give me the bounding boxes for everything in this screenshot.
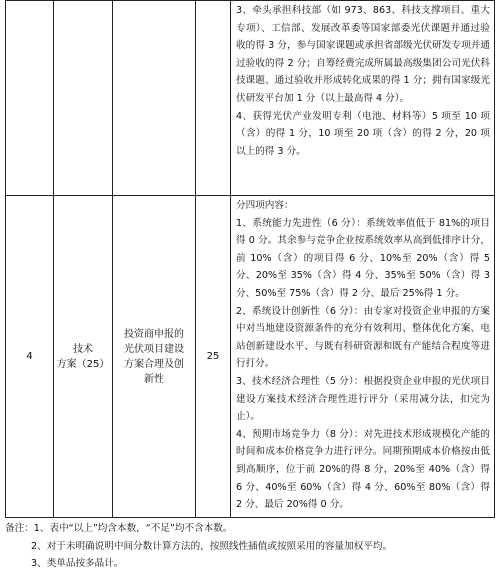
criteria-paragraph: 4、获得光伏产业发明专利（电池、材料等）5 项至 10 项（含）的得 1 分，10 项至 20 项（含）的得 2 分，20 项以上的得 3 分。 [236,110,490,157]
scoring-table [5,0,495,518]
notes-block [5,520,495,573]
cell-index-empty [6,1,54,196]
criteria-paragraph: 3、牵头承担科技部（如 973、863、科技支撑项目、重大专项）、工信部、发展改革委等国家部委光伏课题并通过验收的得 3 分，参与国家课题或承担省部级光伏研发专项并通过验收的得 2 分；自筹经费完成所属最高级集团公司光伏科技课题、通过验收并形成转化成果的得 1 分；拥有国家级光伏研发平台加 1 分（以上最高得 4 分）。 [236,5,490,104]
cell-item-empty [113,1,196,196]
cell-criteria-continued [231,1,495,196]
item-line: 投资商申报的 [124,328,184,340]
table-row-continued [6,1,495,196]
cell-category [54,196,113,518]
criteria-paragraph: 3、技术经济合理性（5 分）：根据投资企业申报的光伏项目建设方案技术经济合理性进行评分（采用减分法，扣完为止）。 [236,375,490,423]
category-line: 技术 [73,343,93,355]
item-line: 新性 [144,373,164,385]
table-row-tech [6,196,495,518]
cell-index: 4 [6,196,54,518]
cell-score-empty [196,1,231,196]
cell-score: 25 [196,196,231,518]
item-line: 光伏项目建设 [124,343,184,355]
cell-item [113,196,196,518]
cell-category-empty [54,1,113,196]
note-line: 2、对于未明确说明中间分数计算方法的，按照线性插值或按照采用的容量加权平均。 [31,540,393,552]
criteria-paragraph: 4、预期市场竞争力（8 分）：对先进技术形成规模化产能的时间和成本价格竞争力进行评分。同期预期成本价格按由低到高顺序，位于前 20%的得 8 分，20%至 40%（含）得 6 分、40%至 60%（含）得 4 分、60%至 80%（含）得 2 分、最后 20%得 0 分。 [236,428,490,511]
criteria-paragraph: 2、系统设计创新性（6 分）：由专家对投资企业申报的方案中对当地建设资源条件的充分有效利用、整体优化方案、电站创新建设水平、与既有科研资源和既有产能结合程度等进行打分。 [236,305,490,370]
category-line: 方案（25） [56,358,110,370]
note-line: 备注：1、表中“以上”均含本数，“不足”均不含本数。 [5,523,233,534]
note-line: 3、类单品按多晶计。 [31,558,124,569]
criteria-paragraph: 1、系统能力先进性（6 分）：系统效率值低于 81%的项目得 0 分。其余参与竞争企业按系统效率从高到低排序计分，前 10%（含）的项目得 6 分、10%至 20%（含）得 5 分、20%至 35%（含）得 4 分、35%至 50%（含）得 3 分、50%至 75%（含）得 2 分、最后 25%得 1 分。 [236,217,490,299]
cell-criteria [231,196,495,518]
criteria-paragraph: 分四项内容： [236,200,294,211]
item-line: 方案合理及创 [124,358,184,370]
